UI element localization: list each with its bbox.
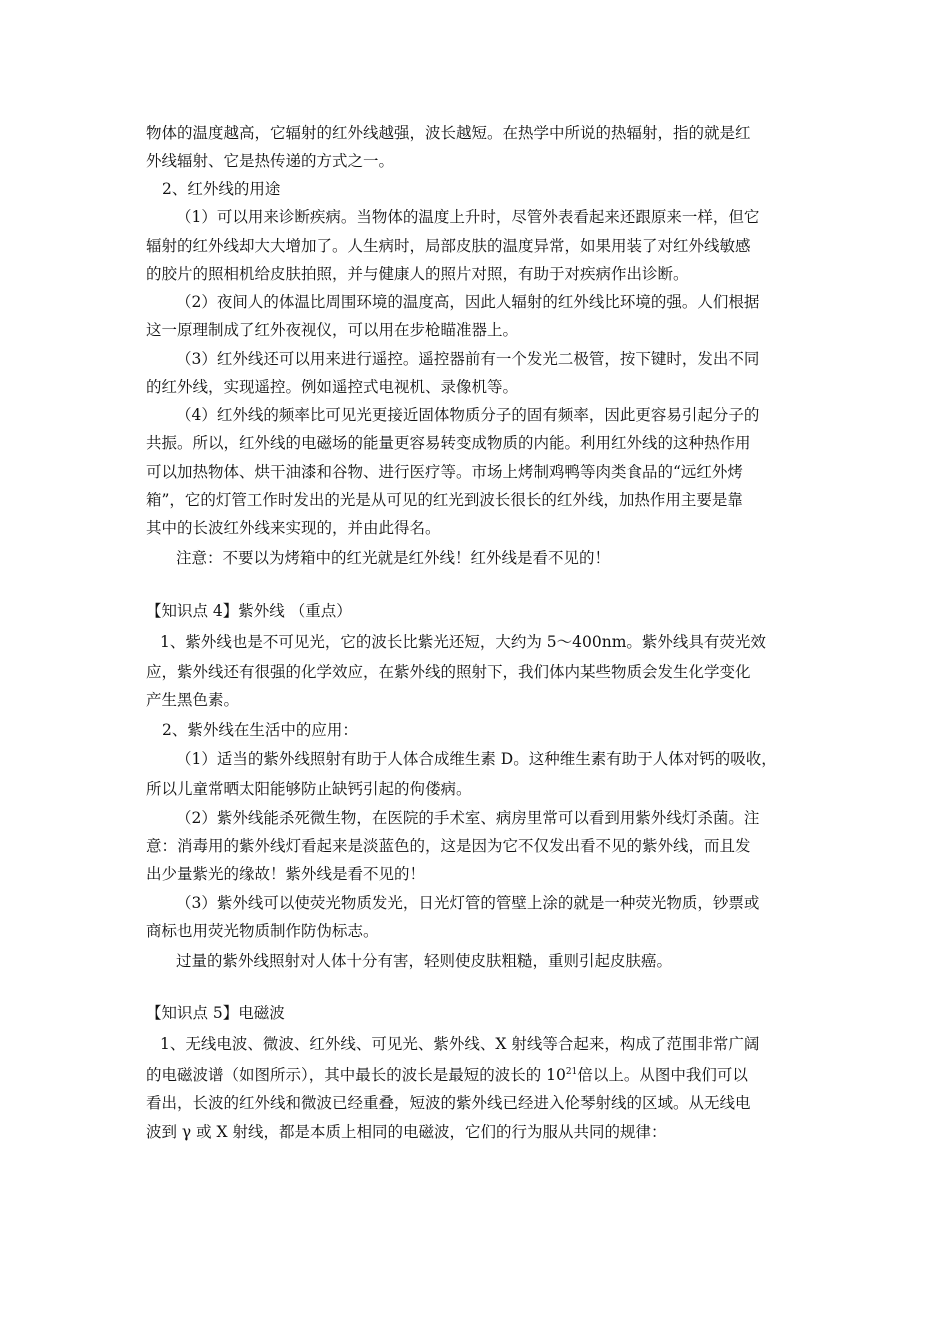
text-line: 产生黑色素。 <box>146 691 240 709</box>
section-subheading: 2、紫外线在生活中的应用： <box>162 721 358 739</box>
text-line: 所以儿童常晒太阳能够防止缺钙引起的佝偻病。 <box>146 780 472 798</box>
note-line: 注意：不要以为烤箱中的红光就是红外线！红外线是看不见的！ <box>176 549 611 567</box>
text-line: 商标也用荧光物质制作防伪标志。 <box>146 922 379 940</box>
text-line: 出少量紫光的缘故！紫外线是看不见的！ <box>146 865 426 883</box>
text-line: 物体的温度越高，它辐射的红外线越强，波长越短。在热学中所说的热辐射，指的就是红 <box>146 124 751 142</box>
text-line: 波到 γ 或 X 射线，都是本质上相同的电磁波，它们的行为服从共同的规律： <box>146 1123 667 1141</box>
text-line: 箱”，它的灯管工作时发出的光是从可见的红光到波长很长的红外线，加热作用主要是靠 <box>146 491 743 509</box>
text-line: （1）适当的紫外线照射有助于人体合成维生素 D。这种维生素有助于人体对钙的吸收， <box>176 750 777 768</box>
text-line: （3）红外线还可以用来进行遥控。遥控器前有一个发光二极管，按下键时，发出不同 <box>176 350 760 368</box>
text-line: 的红外线，实现遥控。例如遥控式电视机、录像机等。 <box>146 378 519 396</box>
text-line: 应，紫外线还有很强的化学效应，在紫外线的照射下，我们体内某些物质会发生化学变化 <box>146 663 751 681</box>
text-line: （1）可以用来诊断疾病。当物体的温度上升时，尽管外表看起来还跟原来一样，但它 <box>176 208 760 226</box>
text-line: 其中的长波红外线来实现的，并由此得名。 <box>146 519 441 537</box>
text-line: 1、紫外线也是不可见光，它的波长比紫光还短，大约为 5～400nm。紫外线具有荧光效 <box>160 633 766 651</box>
text-line: （3）紫外线可以使荧光物质发光，日光灯管的管壁上涂的就是一种荧光物质，钞票或 <box>176 894 760 912</box>
text-line: （2）紫外线能杀死微生物，在医院的手术室、病房里常可以看到用紫外线灯杀菌。注 <box>176 809 760 827</box>
text-line: 可以加热物体、烘干油漆和谷物、进行医疗等。市场上烤制鸡鸭等肉类食品的“远红外烤 <box>146 463 743 481</box>
text-segment: 的电磁波谱（如图所示），其中最长的波长是最短的波长的 10 <box>146 1066 566 1084</box>
text-line: 外线辐射、它是热传递的方式之一。 <box>146 152 395 170</box>
section-subheading: 2、红外线的用途 <box>162 180 281 198</box>
text-line: （2）夜间人的体温比周围环境的温度高，因此人辐射的红外线比环境的强。人们根据 <box>176 293 760 311</box>
text-line: 辐射的红外线却大大增加了。人生病时，局部皮肤的温度异常，如果用装了对红外线敏感 <box>146 237 751 255</box>
text-line: 这一原理制成了红外夜视仪，可以用在步枪瞄准器上。 <box>146 321 519 339</box>
text-line: 1、无线电波、微波、红外线、可见光、紫外线、X 射线等合起来，构成了范围非常广阔 <box>160 1035 760 1053</box>
knowledge-point-heading: 【知识点 4】紫外线 （重点） <box>146 602 352 620</box>
knowledge-point-heading: 【知识点 5】电磁波 <box>146 1004 285 1022</box>
text-line: 共振。所以，红外线的电磁场的能量更容易转变成物质的内能。利用红外线的这种热作用 <box>146 434 751 452</box>
text-line: 看出，长波的红外线和微波已经重叠，短波的紫外线已经进入伦琴射线的区域。从无线电 <box>146 1094 751 1112</box>
text-segment: 倍以上。从图中我们可以 <box>577 1066 748 1084</box>
text-line: 的胶片的照相机给皮肤拍照，并与健康人的照片对照，有助于对疾病作出诊断。 <box>146 265 689 283</box>
text-line: （4）红外线的频率比可见光更接近固体物质分子的固有频率，因此更容易引起分子的 <box>176 406 760 424</box>
exponent: 21 <box>565 1066 578 1077</box>
text-line: 意：消毒用的紫外线灯看起来是淡蓝色的，这是因为它不仅发出看不见的紫外线，而且发 <box>146 837 751 855</box>
text-line: 过量的紫外线照射对人体十分有害，轻则使皮肤粗糙，重则引起皮肤癌。 <box>176 952 673 970</box>
text-line <box>146 1065 748 1085</box>
